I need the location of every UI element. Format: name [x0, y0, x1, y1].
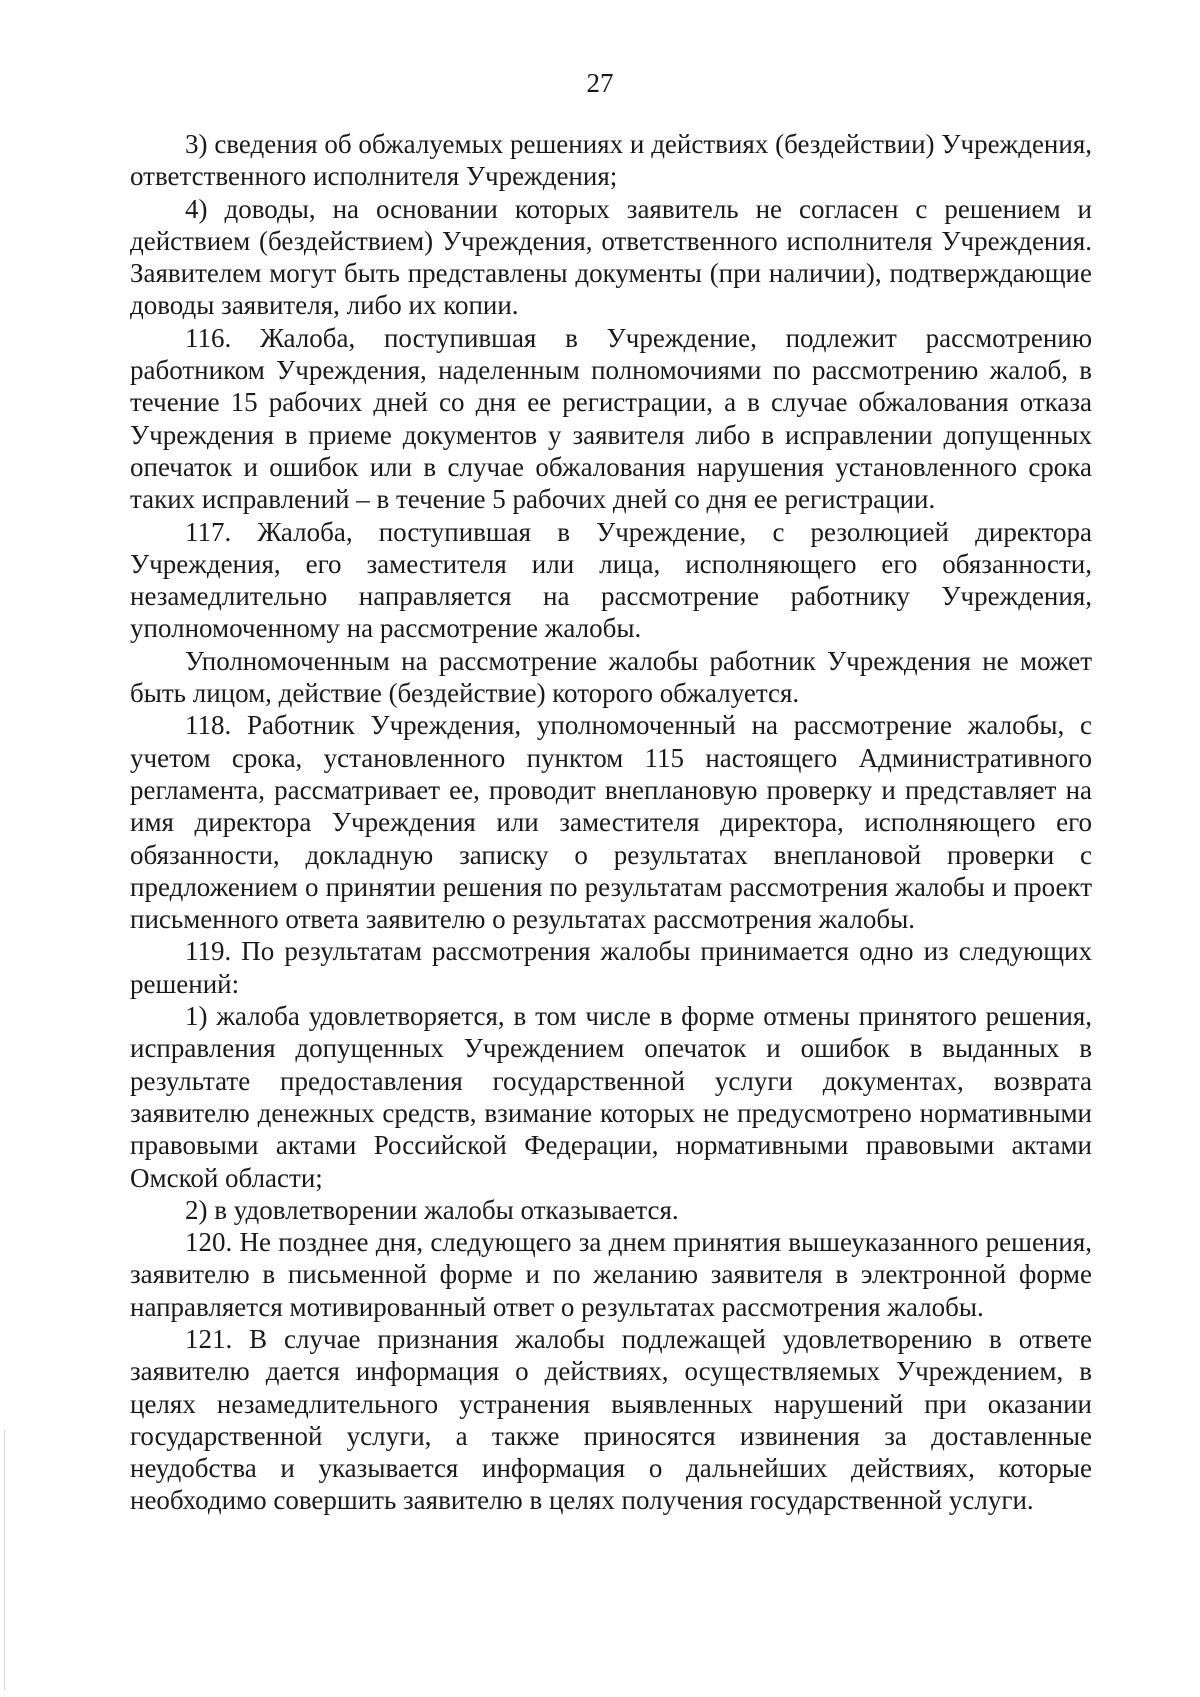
paragraph-117-note: Уполномоченным на рассмотрение жалобы работник Учреждения не может быть лицом, действие (бездействие) которого обжалуется. [130, 645, 1092, 709]
paragraph-item-4: 4) доводы, на основании которых заявитель не согласен с решением и действием (бездействием) Учреждения, ответственного исполнителя Учреждения. Заявителем могут быть представлены документы (при наличии), подтверждающие доводы заявителя, либо их копии. [130, 193, 1092, 321]
paragraph-117: 117. Жалоба, поступившая в Учреждение, с резолюцией директора Учреждения, его заместителя или лица, исполняющего его обязанности, незамедлительно направляется на рассмотрение работнику Учреждения, уполномоченному на рассмотрение жалобы. [130, 516, 1092, 644]
paragraph-119-item-1: 1) жалоба удовлетворяется, в том числе в форме отмены принятого решения, исправления допущенных Учреждением опечаток и ошибок в выданных в результате предоставления государственной услуги документах, возврата заявителю денежных средств, взимание которых не предусмотрено нормативными правовыми актами Российской Федерации, нормативными правовыми актами Омской области; [130, 1001, 1092, 1193]
paragraph-120: 120. Не позднее дня, следующего за днем принятия вышеуказанного решения, заявителю в письменной форме и по желанию заявителя в электронной форме направляется мотивированный ответ о результатах рассмотрения жалобы. [130, 1227, 1092, 1322]
document-body [130, 128, 1092, 1517]
paragraph-119: 119. По результатам рассмотрения жалобы принимается одно из следующих решений: [130, 936, 1092, 999]
paragraph-121: 121. В случае признания жалобы подлежащей удовлетворению в ответе заявителю дается информация о действиях, осуществляемых Учреждением, в целях незамедлительного устранения выявленных нарушений при оказании государственной услуги, а также приносятся извинения за доставленные неудобства и указывается информация о дальнейших действиях, которые необходимо совершить заявителю в целях получения государственной услуги. [130, 1323, 1092, 1516]
paragraph-116: 116. Жалоба, поступившая в Учреждение, подлежит рассмотрению работником Учреждения, наделенным полномочиями по рассмотрению жалоб, в течение 15 рабочих дней со дня ее регистрации, а в случае обжалования отказа Учреждения в приеме документов у заявителя либо в исправлении допущенных опечаток и ошибок или в случае обжалования нарушения установленного срока таких исправлений – в течение 5 рабочих дней со дня ее регистрации. [130, 322, 1092, 515]
paragraph-item-3: 3) сведения об обжалуемых решениях и действиях (бездействии) Учреждения, ответственного исполнителя Учреждения; [130, 129, 1092, 192]
scan-edge-line [4, 1430, 5, 1690]
paragraph-118: 118. Работник Учреждения, уполномоченный на рассмотрение жалобы, с учетом срока, установленного пунктом 115 настоящего Административного регламента, рассматривает ее, проводит внеплановую проверку и представляет на имя директора Учреждения или заместителя директора, исполняющего его обязанности, докладную записку о результатах внеплановой проверки с предложением о принятии решения по результатам рассмотрения жалобы и проект письменного ответа заявителю о результатах рассмотрения жалобы. [130, 710, 1092, 935]
paragraph-119-item-2: 2) в удовлетворении жалобы отказывается. [185, 1194, 679, 1225]
page-number: 27 [586, 68, 614, 98]
